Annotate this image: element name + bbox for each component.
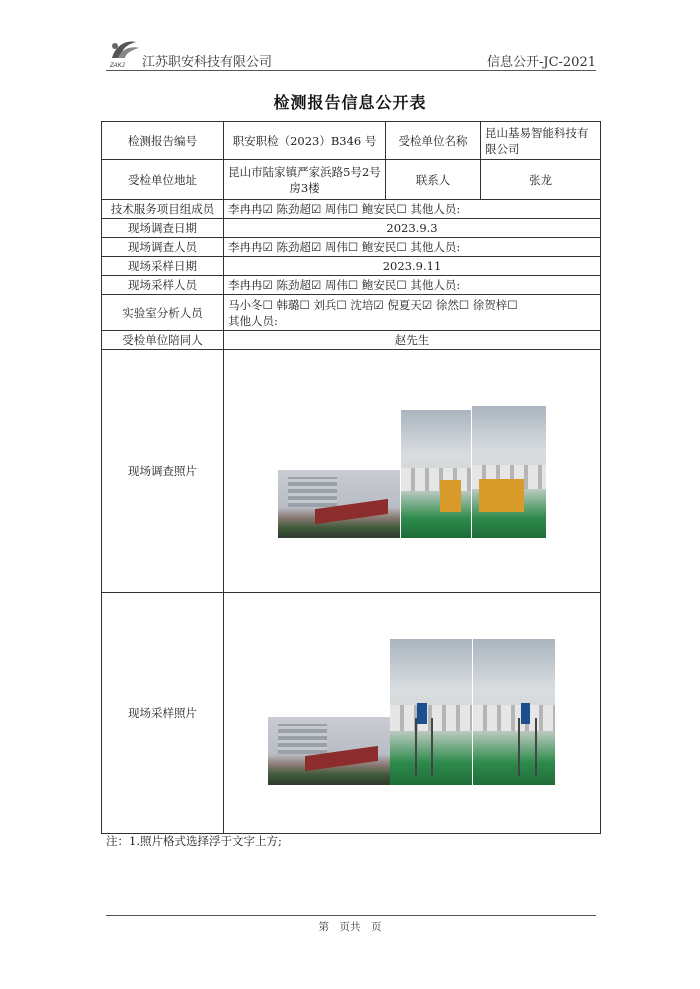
table-row [102, 257, 601, 276]
survey-staff-label: 现场调查人员 [102, 238, 224, 257]
lab-staff-line2: 其他人员: [228, 313, 278, 328]
escort-label: 受检单位陪同人 [102, 331, 224, 350]
survey-photo-workstation [472, 406, 546, 538]
company-name: 江苏职安科技有限公司 [142, 55, 273, 70]
client-name-label: 受检单位名称 [386, 122, 481, 160]
table-row [102, 122, 601, 160]
sampling-photo-equipment [390, 639, 472, 785]
survey-photos-cell [224, 350, 601, 593]
table-row [102, 350, 601, 593]
page-header [106, 36, 596, 70]
escort-value: 赵先生 [224, 331, 601, 350]
lab-staff-label: 实验室分析人员 [102, 295, 224, 331]
survey-date-value: 2023.9.3 [224, 219, 601, 238]
team-value: 李冉冉☑ 陈劲超☑ 周伟☐ 鲍安民☐ 其他人员: [224, 200, 601, 219]
table-row [102, 593, 601, 834]
contact-value: 张龙 [481, 160, 601, 200]
table-row [102, 238, 601, 257]
company-logo [106, 36, 142, 70]
sample-photos-label: 现场采样照片 [102, 593, 224, 834]
survey-staff-value: 李冉冉☑ 陈劲超☑ 周伟☐ 鲍安民☐ 其他人员: [224, 238, 601, 257]
survey-photo-building [278, 470, 400, 538]
client-name-value: 昆山基易智能科技有限公司 [481, 122, 601, 160]
table-row [102, 276, 601, 295]
lab-staff-value [224, 295, 601, 331]
page-title: 检测报告信息公开表 [273, 93, 427, 112]
sample-staff-value: 李冉冉☑ 陈劲超☑ 周伟☐ 鲍安民☐ 其他人员: [224, 276, 601, 295]
document-code: 信息公开-JC-2021 [486, 55, 596, 70]
survey-date-label: 现场调查日期 [102, 219, 224, 238]
sample-staff-label: 现场采样人员 [102, 276, 224, 295]
contact-label: 联系人 [386, 160, 481, 200]
report-no-label: 检测报告编号 [102, 122, 224, 160]
survey-photo-production-line [401, 410, 471, 538]
sample-date-value: 2023.9.11 [224, 257, 601, 276]
table-row [102, 160, 601, 200]
client-address-value: 昆山市陆家镇严家浜路5号2号房3楼 [224, 160, 386, 200]
page-number: 第 页共 页 [318, 921, 382, 933]
sample-photos-cell [224, 593, 601, 834]
header-divider [106, 70, 596, 71]
lab-staff-line1: 马小冬☐ 韩璐☐ 刘兵☐ 沈培☑ 倪夏天☑ 徐然☐ 徐贺梓☐ [228, 297, 518, 312]
report-no-value: 职安职检（2023）B346 号 [224, 122, 386, 160]
table-row [102, 331, 601, 350]
footnote: 注：1.照片格式选择浮于文字上方; [106, 834, 282, 848]
team-label: 技术服务项目组成员 [102, 200, 224, 219]
survey-photos-label: 现场调查照片 [102, 350, 224, 593]
footer-divider [106, 915, 596, 916]
sampling-photo-building [268, 717, 390, 785]
table-row [102, 219, 601, 238]
table-row [102, 200, 601, 219]
client-address-label: 受检单位地址 [102, 160, 224, 200]
sample-date-label: 现场采样日期 [102, 257, 224, 276]
info-table [101, 121, 601, 834]
sampling-photo-workshop [473, 639, 555, 785]
logo-text: ZAKJ [110, 63, 125, 69]
table-row [102, 295, 601, 331]
